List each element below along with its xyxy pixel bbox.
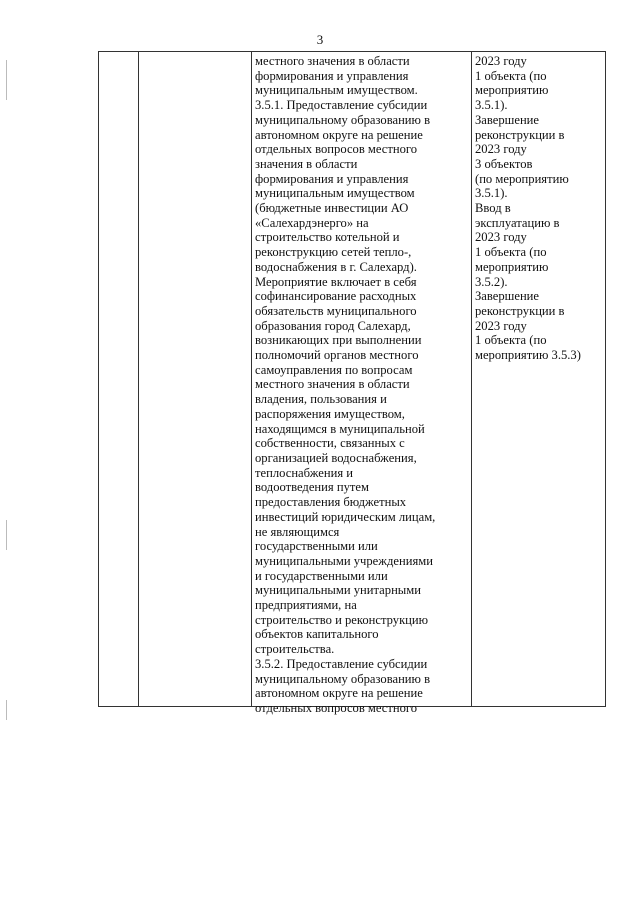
text-line: Завершение [475,112,540,127]
text-line: 2023 году [475,230,527,245]
column-divider [251,52,252,706]
measure-description-cell [255,54,435,716]
text-line: местного значения в области [255,377,410,392]
measures-table [98,51,606,715]
text-line: местного значения в области [255,54,410,68]
text-line: владения, пользования и [255,392,387,407]
page-number: 3 [316,32,324,47]
text-line: муниципальному образованию в [255,671,431,686]
text-line: 3.5.1). [475,98,508,113]
text-line: собственности, связанных с [255,436,405,451]
text-line: муниципальными унитарными [255,583,421,598]
text-line: мероприятию [475,83,549,98]
text-line: мероприятию 3.5.3) [475,348,581,363]
text-line: реконструкцию сетей тепло-, [255,245,412,260]
text-line: строительство котельной и [255,230,400,245]
text-line: и государственными или [255,568,388,583]
text-line: софинансирование расходных [255,289,417,304]
text-line: реконструкции в [475,127,565,142]
text-line: не являющимся [255,524,340,539]
text-line: 2023 году [475,318,527,333]
text-line: (по мероприятию [475,171,569,186]
text-line: организацией водоснабжения, [255,450,417,465]
text-line: мероприятию [475,259,549,274]
text-line: предоставления бюджетных [255,495,407,510]
text-line: 2023 году [475,54,527,68]
text-line: полномочий органов местного [255,348,419,363]
text-line: муниципальным имуществом. [255,83,418,98]
text-line: 2023 году [475,142,527,157]
text-line: муниципальному образованию в [255,112,431,127]
expected-result-cell [475,54,581,363]
text-line: самоуправления по вопросам [255,362,413,377]
text-line: распоряжения имуществом, [255,406,405,421]
text-line: 3 объектов [475,156,533,171]
text-line: формирования и управления [255,68,409,83]
text-line: обязательств муниципального [255,303,417,318]
text-line: возникающих при выполнении [255,333,422,348]
text-line: формирования и управления [255,171,409,186]
text-line: объектов капитального [255,627,379,642]
text-line: отдельных вопросов местного [255,700,418,715]
text-line: 3.5.1. Предоставление субсидии [255,98,428,113]
text-line: «Салехардэнерго» на [255,215,369,230]
text-line: значения в области [255,156,358,171]
text-line: 3.5.2). [475,274,508,289]
margin-scan-mark [6,60,7,100]
column-divider [471,52,472,706]
text-line: Ввод в [475,201,511,216]
text-line: эксплуатацию в [475,215,560,230]
text-line: водоснабжения в г. Салехард). [255,259,417,274]
text-line: находящимся в муниципальной [255,421,425,436]
text-line: отдельных вопросов местного [255,142,418,157]
text-line: автономном округе на решение [255,686,423,701]
text-line: 1 объекта (по [475,68,547,83]
text-line: теплоснабжения и [255,465,354,480]
text-line: 1 объекта (по [475,245,547,260]
text-line: Завершение [475,289,540,304]
text-line: образования город Салехард, [255,318,411,333]
text-line: 1 объекта (по [475,333,547,348]
text-line: строительства. [255,642,335,657]
text-line: 3.5.1). [475,186,508,201]
text-line: государственными или [255,539,378,554]
text-line: водоотведения путем [255,480,369,495]
text-line: (бюджетные инвестиции АО [255,201,409,216]
text-line: инвестиций юридическим лицам, [255,509,436,524]
margin-scan-mark [6,700,7,720]
margin-scan-mark [6,520,7,550]
text-line: муниципальными учреждениями [255,553,433,568]
column-divider [138,52,139,706]
text-line: реконструкции в [475,303,565,318]
text-line: предприятиями, на [255,598,357,613]
text-line: Мероприятие включает в себя [255,274,417,289]
text-line: муниципальным имуществом [255,186,415,201]
text-line: строительство и реконструкцию [255,612,429,627]
text-line: автономном округе на решение [255,127,423,142]
text-line: 3.5.2. Предоставление субсидии [255,656,428,671]
